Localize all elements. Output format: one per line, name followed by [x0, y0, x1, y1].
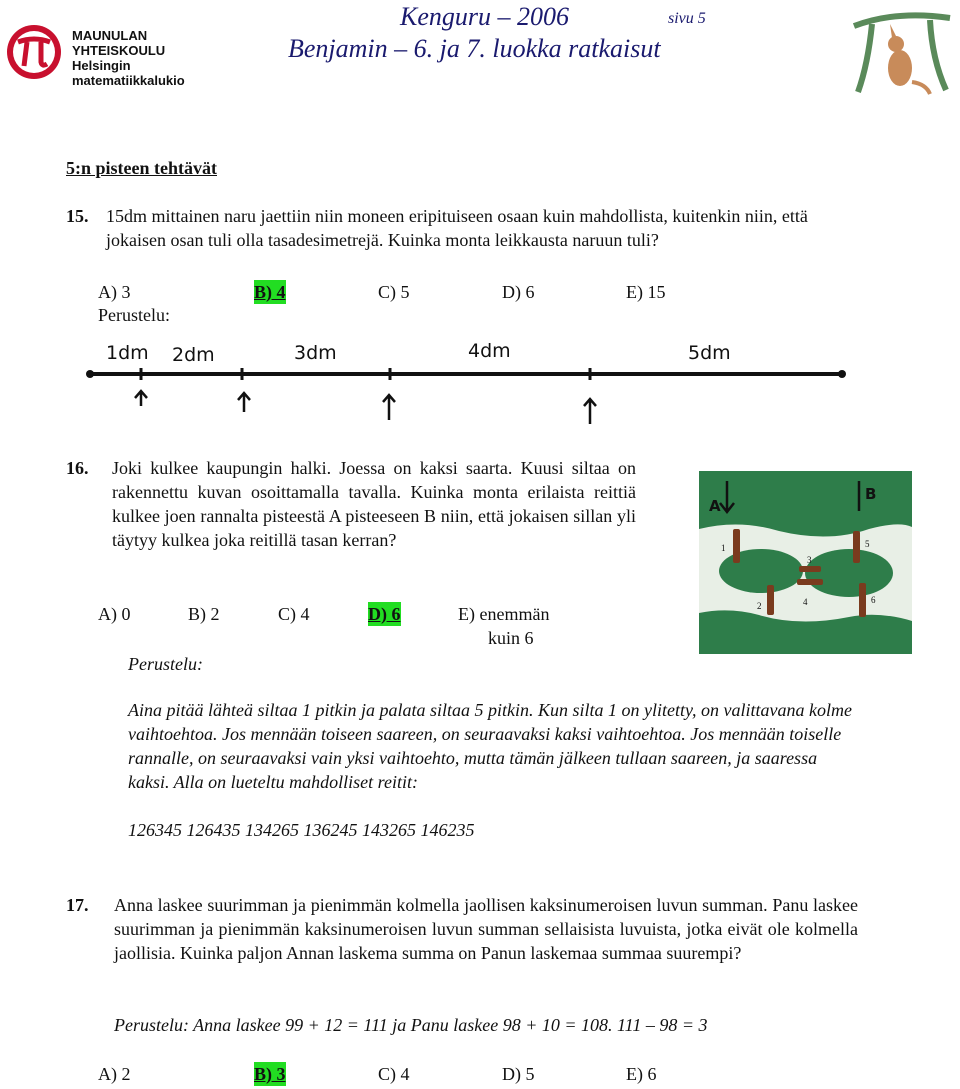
- segment-label-1: 1dm: [106, 342, 149, 364]
- q16-routes: 126345 126435 134265 136245 143265 146235: [128, 820, 475, 840]
- q16-number: 16.: [66, 458, 89, 478]
- pi-icon: [4, 22, 64, 82]
- page-number: sivu 5: [668, 10, 706, 27]
- school-name-line2: YHTEISKOULU: [72, 43, 166, 58]
- q16-text: Joki kulkee kaupungin halki. Joessa on kaksi saarta. Kuusi siltaa on rakennettu kuvan osoittamalla tavalla. Kuinka monta erilaista reittiä kulkee joen rannalta pisteestä A pisteeseen B niin, että jokaisen sillan yli täytyy kulkea joka reitillä tasan kerran?: [112, 458, 636, 550]
- school-logo: [4, 18, 214, 98]
- q17-option-d: D) 5: [502, 1064, 535, 1084]
- q15-text: 15dm mittainen naru jaettiin niin moneen eripituiseen osaan kuin mahdollista, kuitenkin niin, että jokaisen osan tuli olla tasadesimetrejä. Kuinka monta leikkausta naruun tuli?: [106, 206, 808, 250]
- q17-text: Anna laskee suurimman ja pienimmän kolmella jaollisen kaksinumeroisen luvun summan. Panu laskee suurimman ja pienimmän kaksinumeroisen luvun summan sellaisista luvuista, jotka eivät ole kolmella jaollisia. Kuinka paljon Annan laskema summa on Panun laskemaa summaa suurempi?: [114, 895, 858, 963]
- q16-perustelu: Perustelu:: [128, 654, 203, 674]
- q15-number: 15.: [66, 206, 89, 226]
- q17-number: 17.: [66, 895, 89, 915]
- q17-option-c: C) 4: [378, 1064, 410, 1084]
- river-map-drawing: [699, 471, 912, 654]
- q15-option-d: D) 6: [502, 282, 535, 302]
- segment-label-3: 3dm: [294, 342, 337, 364]
- school-name-line3: Helsingin: [72, 58, 131, 73]
- cut-arrow-icon: [238, 393, 250, 412]
- cut-arrow-icon: [383, 395, 395, 420]
- rope-figure: [80, 338, 850, 428]
- q16-option-a: A) 0: [98, 604, 131, 624]
- segment-label-5: 5dm: [688, 342, 731, 364]
- document-title: Kenguru – 2006: [400, 2, 569, 31]
- school-name-line1: MAUNULAN: [72, 28, 148, 43]
- cut-arrow-icon: [135, 391, 147, 406]
- q15-perustelu: Perustelu:: [98, 305, 170, 325]
- q15-option-e: E) 15: [626, 282, 666, 302]
- q15-option-c: C) 5: [378, 282, 410, 302]
- q15-option-b: B) 4: [254, 282, 286, 302]
- kangaroo-pi-icon: [846, 4, 956, 99]
- q16-option-e: E) enemmän: [458, 604, 550, 624]
- segment-label-4: 4dm: [468, 340, 511, 362]
- map-point-b: B: [865, 485, 877, 503]
- segment-label-2: 2dm: [172, 344, 215, 366]
- q16-solution: Aina pitää lähteä siltaa 1 pitkin ja palata siltaa 5 pitkin. Kun silta 1 on ylitetty, on valittavana kolme vaihtoehtoa. Jos mennään toiseen saareen, on seuraavaksi kaksi vaihtoehtoa. Jos mennään toiselle rannalle, on seuraavaksi vain yksi vaihtoehto, mutta tämän jälkeen tullaan saareen, ja saaressa kaksi. Alla on lueteltu mahdolliset reitit:: [128, 700, 852, 792]
- q16-option-b: B) 2: [188, 604, 220, 624]
- bridge-label-1: 1: [721, 543, 726, 553]
- q17-option-a: A) 2: [98, 1064, 131, 1084]
- bridge-label-5: 5: [865, 539, 870, 549]
- q17-option-b: B) 3: [254, 1064, 286, 1084]
- q17-option-e: E) 6: [626, 1064, 657, 1084]
- q16-option-c: C) 4: [278, 604, 310, 624]
- section-title: 5:n pisteen tehtävät: [66, 158, 217, 178]
- bridge-label-3: 3: [807, 555, 812, 565]
- q16-option-d: D) 6: [368, 604, 401, 624]
- bridge-label-2: 2: [757, 601, 762, 611]
- bridge-label-4: 4: [803, 597, 808, 607]
- school-name-line4: matematiikkalukio: [72, 73, 185, 88]
- q17-perustelu: Perustelu: Anna laskee 99 + 12 = 111 ja Panu laskee 98 + 10 = 108. 111 – 98 = 3: [114, 1015, 708, 1035]
- river-map: [699, 471, 912, 654]
- bridge-label-6: 6: [871, 595, 876, 605]
- q15-option-a: A) 3: [98, 282, 131, 302]
- document-subtitle: Benjamin – 6. ja 7. luokka ratkaisut: [288, 34, 661, 63]
- map-point-a: A: [709, 497, 721, 515]
- cut-arrow-icon: [584, 399, 596, 424]
- q16-option-e-cont: kuin 6: [488, 628, 534, 648]
